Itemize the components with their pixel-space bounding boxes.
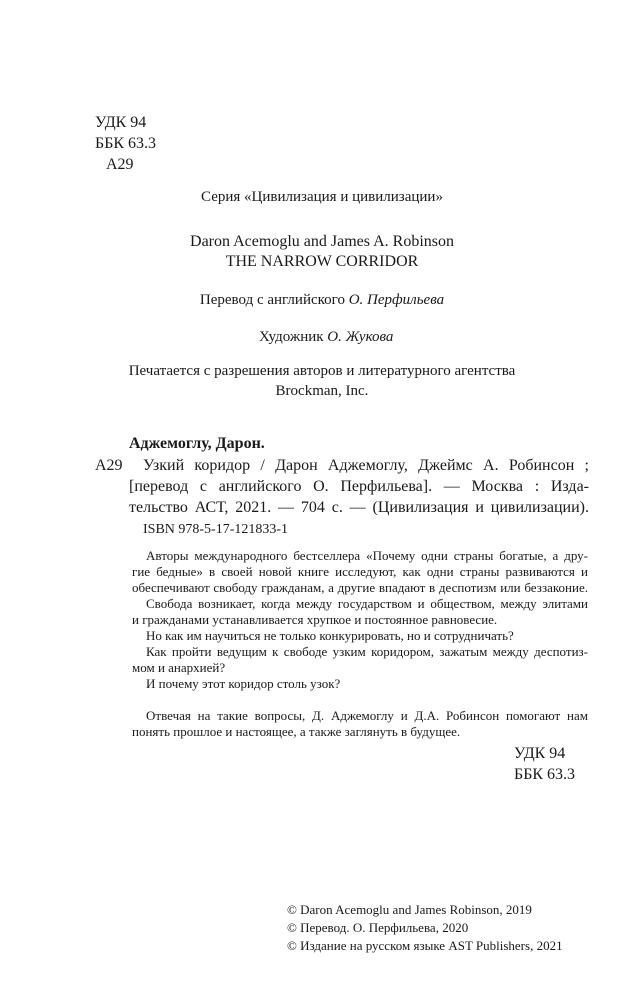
artist-name: О. Жукова xyxy=(327,329,394,345)
annotation-p6-line2: понять прошлое и настоящее, а также заглянуть в будущее. xyxy=(132,724,461,739)
permission-line-1: Печатается с разрешения авторов и литературного агентства xyxy=(128,363,516,379)
bib-heading: Аджемоглу, Дарон. xyxy=(129,435,265,452)
bib-line-2: [перевод с английского О. Перфильева]. — Москва : Изда- xyxy=(129,478,589,495)
annotation-p6-line1: Отвечая на такие вопросы, Д. Аджемоглу и Д.А. Робинсон помогают нам xyxy=(146,708,588,723)
translator-line xyxy=(0,292,644,309)
annotation-p1-line3: обеспечивают свободу гражданам, а другие впадают в деспотизм или беззаконие. xyxy=(132,580,588,595)
bbk-code: ББК 63.3 xyxy=(95,135,157,152)
original-title: THE NARROW CORRIDOR xyxy=(225,253,419,270)
original-authors: Daron Acemoglu and James A. Robinson xyxy=(190,233,454,250)
bib-sign: А29 xyxy=(95,457,123,474)
copyright-line-1: © Daron Acemoglu and James Robinson, 2019 xyxy=(287,902,532,917)
annotation-p1-line2: гие бедные» в своей новой книге исследуют, как одни страны развиваются и xyxy=(132,564,588,579)
artist-line xyxy=(259,329,393,346)
copyright-line-3: © Издание на русском языке AST Publishers, 2021 xyxy=(287,938,563,953)
annotation-p3: Но как им научиться не только конкурировать, но и сотрудничать? xyxy=(146,628,514,643)
isbn: ISBN 978-5-17-121833-1 xyxy=(143,522,289,537)
translator-label: Перевод с английского xyxy=(199,292,345,308)
author-sign: А29 xyxy=(106,156,134,173)
bbk-code-bottom: ББК 63.3 xyxy=(514,766,576,783)
annotation-p1-line1: Авторы международного бестселлера «Почему одни страны богатые, а дру- xyxy=(146,548,588,563)
udk-code: УДК 94 xyxy=(95,114,147,131)
bib-line-3: тельство АСТ, 2021. — 704 с. — (Цивилизация и цивилизации). xyxy=(129,499,589,516)
annotation-p4-line2: мом и анархией? xyxy=(132,660,226,675)
annotation-p4-line1: Как пройти ведущим к свободе узким коридором, зажатым между деспотиз- xyxy=(146,644,588,659)
annotation-p2-line2: и гражданами устанавливается хрупкое и постоянное равновесие. xyxy=(132,612,498,627)
annotation-p5: И почему этот коридор столь узок? xyxy=(146,676,341,691)
permission-line-2: Brockman, Inc. xyxy=(275,383,369,399)
translator-name: О. Перфильева xyxy=(348,292,445,308)
bib-line-1: Узкий коридор / Дарон Аджемоглу, Джеймс А. Робинсон ; xyxy=(143,457,589,474)
series-line: Серия «Цивилизация и цивилизации» xyxy=(201,189,443,205)
artist-label: Художник xyxy=(259,329,324,345)
annotation-p2-line1: Свобода возникает, когда между государством и обществом, между элитами xyxy=(146,596,588,611)
copyright-line-2: © Перевод. О. Перфильева, 2020 xyxy=(287,920,469,935)
udk-code-bottom: УДК 94 xyxy=(514,745,566,762)
